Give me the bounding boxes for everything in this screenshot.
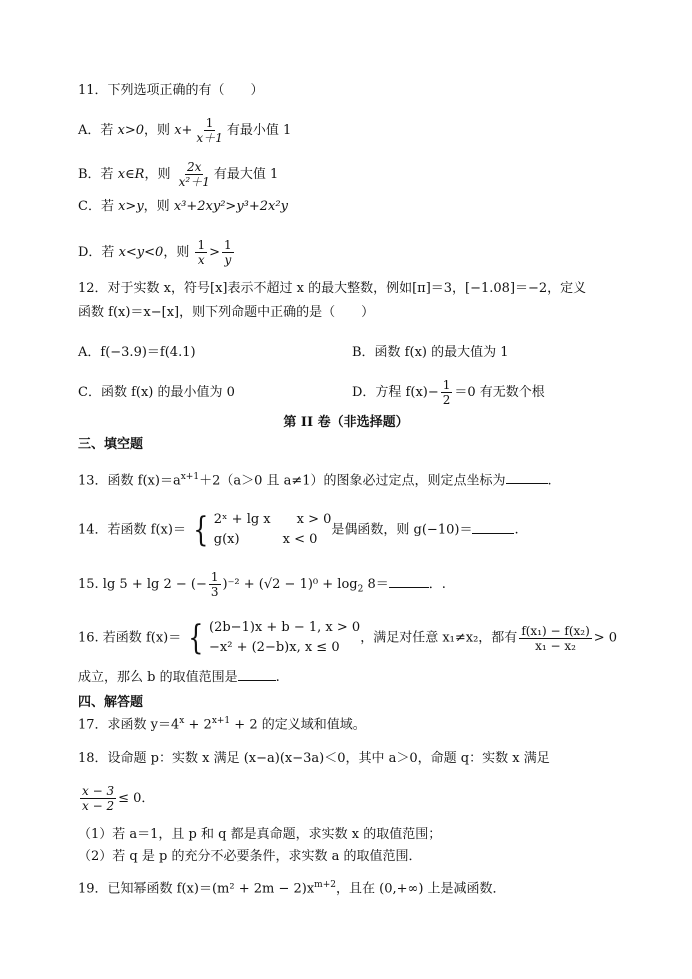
q16-answer-blank[interactable] [238, 668, 276, 681]
part2-title: 第 II 卷（非选择题） [283, 415, 409, 430]
q18-den: x − 2 [82, 799, 115, 813]
q11-d-den1: x [197, 253, 205, 267]
q16-den: x₁ − x₂ [535, 638, 576, 653]
q18-sub-1: （1）若 a＝1，且 p 和 q 都是真命题，求实数 x 的取值范围； [78, 827, 442, 842]
q16-num: f(x₁) − f(x₂) [521, 623, 590, 638]
q14-piecewise [190, 510, 331, 550]
q16-rows [209, 618, 360, 658]
q19 [78, 876, 506, 898]
q11-c-cond: x>y [118, 199, 144, 214]
q18-fraction [80, 784, 116, 813]
q11-c-mid: ，则 [143, 199, 170, 214]
q11-b-num: 2x [187, 160, 202, 174]
q12-option-d [352, 378, 545, 407]
q16-gt: > 0 [593, 630, 618, 646]
q11-option-d [78, 238, 236, 267]
q14-row-2: g(x) x < 0 [213, 532, 318, 547]
q16-pre: 16. 若函数 f(x)＝ [78, 630, 182, 646]
q15-end: ．. [428, 577, 446, 592]
q11-a-fraction [194, 116, 224, 145]
q11-d-fraction-1 [195, 238, 207, 267]
q12-option-b: B．函数 f(x) 的最大值为 1 [352, 345, 509, 360]
q12-d-den: 2 [442, 393, 451, 407]
q11-d-cond: x<y<0 [118, 245, 164, 260]
q13-answer-blank[interactable] [506, 471, 548, 484]
q14-end: . [514, 522, 519, 538]
q12-d-fraction [441, 378, 453, 407]
q17-pre: 17．求函数 y＝4 [78, 717, 180, 733]
q15-pre: 15. lg 5 + lg 2 − (− [78, 577, 207, 592]
q13 [78, 468, 552, 490]
q19-sup: m+2 [314, 880, 336, 890]
q11-a-den: x＋1 [196, 131, 223, 145]
q11-a-num: 1 [205, 116, 214, 130]
q14-post: 是偶函数，则 g(−10)＝ [331, 522, 473, 538]
q16-line2-text: 成立，那么 b 的取值范围是 [78, 670, 238, 685]
q16-fraction [519, 624, 591, 653]
q11-a-expr: x+ [174, 123, 193, 138]
q11-d-gt: > [209, 245, 221, 260]
q17-mid: + 2 [184, 717, 212, 733]
q11-c-prefix: C．若 [78, 199, 114, 214]
q11-d-num2: 1 [224, 238, 232, 252]
q19-post: ，且在 (0,+∞) 上是减函数． [335, 881, 506, 897]
q15-mid: )⁻² + (√2 − 1)⁰ + log [222, 577, 358, 592]
q11-b-tail: 有最大值 1 [213, 167, 279, 182]
q11-stem: 11．下列选项正确的有（ ） [78, 83, 264, 98]
q18-post: ≤ 0． [118, 791, 155, 806]
section4-heading: 四、解答题 [78, 695, 144, 710]
q17 [78, 712, 366, 734]
q15 [78, 570, 446, 599]
q16-end: . [275, 670, 280, 685]
q14-rows [214, 510, 332, 550]
q13-sup: x+1 [180, 472, 200, 482]
q11-d-prefix: D．若 [78, 245, 115, 260]
q16-brace: { [188, 618, 204, 658]
q11-d-num1: 1 [197, 238, 206, 252]
q11-b-den: x²＋1 [178, 175, 210, 189]
q12-option-a: A．f(−3.9)＝f(4.1) [78, 345, 196, 360]
q13-end: . [547, 473, 552, 489]
q12-d-post: ＝0 有无数个根 [454, 385, 545, 400]
q15-answer-blank[interactable] [389, 575, 429, 588]
q18-line-1: 18．设命题 p：实数 x 满足 (x−a)(x−3a)＜0，其中 a＞0，命题 q：实数 x 满足 [78, 751, 550, 766]
q16-piecewise [185, 618, 360, 658]
q19-pre: 19．已知幂函数 f(x)＝(m² + 2m − 2)x [78, 881, 315, 897]
q15-den: 3 [210, 585, 219, 599]
q18-num: x − 3 [82, 784, 115, 798]
q12-option-c: C．函数 f(x) 的最小值为 0 [78, 385, 235, 400]
q17-post: + 2 的定义域和值域。 [230, 717, 366, 733]
q11-a-mid: ，则 [144, 123, 171, 138]
q11-option-a [78, 116, 291, 145]
q11-b-fraction [177, 160, 212, 189]
q11-a-cond: x>0 [117, 123, 145, 138]
q11-d-den2: y [224, 253, 232, 267]
q18-sub-2: （2）若 q 是 p 的充分不必要条件，求实数 a 的取值范围． [78, 849, 422, 864]
q17-sup1: x [179, 716, 185, 726]
q14-brace: { [193, 510, 209, 550]
q16-row-2: −x² + (2−b)x, x ≤ 0 [209, 640, 340, 655]
q13-post: ＋2（a＞0 且 a≠1）的图象必过定点，则定点坐标为 [199, 473, 506, 489]
q11-option-b [78, 160, 278, 189]
q16-mid: ，满足对任意 x₁≠x₂，都有 [360, 630, 518, 646]
q12-d-pre: D．方程 f(x)− [352, 385, 439, 400]
q11-a-prefix: A．若 [78, 123, 114, 138]
q11-d-fraction-2 [222, 238, 234, 267]
q13-pre: 13．函数 f(x)＝a [78, 473, 181, 489]
q17-sup2: x+1 [211, 716, 231, 726]
q11-b-cond: x∈R [117, 167, 145, 182]
q14-row-1: 2ˣ + lg x x > 0 [213, 512, 332, 527]
q15-post: 8＝ [363, 577, 389, 592]
q16-line-2 [78, 668, 280, 687]
q14-answer-blank[interactable] [472, 521, 514, 534]
q11-d-mid: ，则 [163, 245, 190, 260]
q11-option-c [78, 198, 288, 216]
q11-c-expr: x³+2xy²>y³+2x²y [173, 199, 288, 214]
section3-heading: 三、填空题 [78, 437, 144, 452]
q15-fraction [209, 570, 221, 599]
q11-b-prefix: B．若 [78, 167, 114, 182]
q12-stem-1: 12．对于实数 x，符号[x]表示不超过 x 的最大整数，例如[π]＝3，[−1.08]＝−2，定义 [78, 281, 587, 296]
q14 [78, 510, 519, 550]
q15-log-base: 2 [357, 584, 364, 595]
q14-pre: 14．若函数 f(x)＝ [78, 522, 186, 538]
q12-d-num: 1 [442, 378, 451, 392]
q11-b-mid: ，则 [144, 167, 171, 182]
q12-stem-2: 函数 f(x)＝x−[x]，则下列命题中正确的是（ ） [78, 305, 375, 320]
q15-num: 1 [210, 570, 219, 584]
q18-line-2 [78, 784, 154, 813]
q11-a-tail: 有最小值 1 [226, 123, 292, 138]
q16 [78, 618, 617, 658]
q16-row-1: (2b−1)x + b − 1, x > 0 [209, 620, 361, 635]
